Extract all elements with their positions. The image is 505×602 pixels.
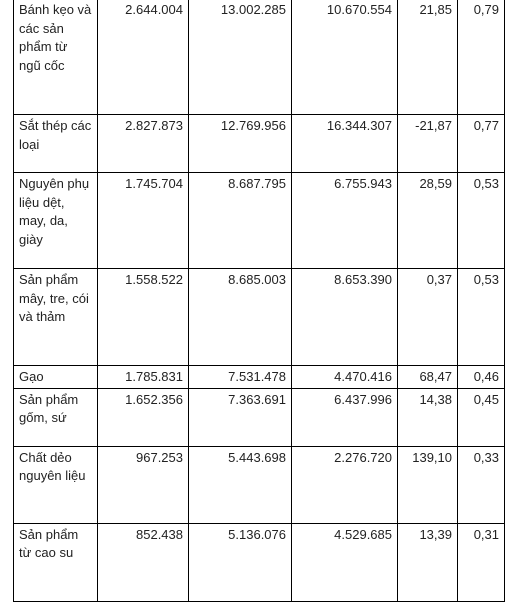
- table-row: [14, 0, 505, 115]
- product-name-cell: Gạo: [14, 366, 98, 389]
- value-cell: 8.653.390: [292, 269, 398, 366]
- change-percent-cell: 28,59: [398, 173, 458, 269]
- table-row: [14, 269, 505, 366]
- value-cell: 12.769.956: [189, 115, 292, 173]
- table-row: [14, 366, 505, 389]
- value-cell: 2.827.873: [98, 115, 189, 173]
- product-name-cell: Nguyên phụ liệu dệt, may, da, giày: [14, 173, 98, 269]
- table-row: [14, 173, 505, 269]
- product-name-cell: Sản phẩm gốm, sứ: [14, 388, 98, 446]
- value-cell: 967.253: [98, 446, 189, 523]
- share-percent-cell: 0,33: [458, 446, 505, 523]
- value-cell: 4.470.416: [292, 366, 398, 389]
- value-cell: 7.363.691: [189, 388, 292, 446]
- table-row: [14, 388, 505, 446]
- value-cell: 5.443.698: [189, 446, 292, 523]
- change-percent-cell: 21,85: [398, 0, 458, 115]
- export-data-table: [13, 0, 505, 602]
- value-cell: 13.002.285: [189, 0, 292, 115]
- change-percent-cell: 139,10: [398, 446, 458, 523]
- share-percent-cell: 0,53: [458, 269, 505, 366]
- share-percent-cell: 0,46: [458, 366, 505, 389]
- product-name-cell: Sắt thép các loại: [14, 115, 98, 173]
- change-percent-cell: 13,39: [398, 523, 458, 601]
- table-row: [14, 446, 505, 523]
- share-percent-cell: 0,77: [458, 115, 505, 173]
- table-row: [14, 115, 505, 173]
- value-cell: 5.136.076: [189, 523, 292, 601]
- product-name-cell: Sản phẩm mây, tre, cói và thảm: [14, 269, 98, 366]
- change-percent-cell: 0,37: [398, 269, 458, 366]
- table-row: [14, 523, 505, 601]
- change-percent-cell: 14,38: [398, 388, 458, 446]
- value-cell: 1.745.704: [98, 173, 189, 269]
- value-cell: 1.558.522: [98, 269, 189, 366]
- value-cell: 8.687.795: [189, 173, 292, 269]
- value-cell: 6.755.943: [292, 173, 398, 269]
- share-percent-cell: 0,45: [458, 388, 505, 446]
- product-name-cell: Chất dẻo nguyên liệu: [14, 446, 98, 523]
- value-cell: 7.531.478: [189, 366, 292, 389]
- change-percent-cell: 68,47: [398, 366, 458, 389]
- value-cell: 1.785.831: [98, 366, 189, 389]
- value-cell: 852.438: [98, 523, 189, 601]
- share-percent-cell: 0,53: [458, 173, 505, 269]
- share-percent-cell: 0,79: [458, 0, 505, 115]
- value-cell: 2.276.720: [292, 446, 398, 523]
- value-cell: 2.644.004: [98, 0, 189, 115]
- value-cell: 10.670.554: [292, 0, 398, 115]
- product-name-cell: Sản phẩm từ cao su: [14, 523, 98, 601]
- table-body: [14, 0, 505, 601]
- value-cell: 4.529.685: [292, 523, 398, 601]
- value-cell: 8.685.003: [189, 269, 292, 366]
- share-percent-cell: 0,31: [458, 523, 505, 601]
- product-name-cell: Bánh kẹo và các sản phẩm từ ngũ cốc: [14, 0, 98, 115]
- value-cell: 1.652.356: [98, 388, 189, 446]
- value-cell: 6.437.996: [292, 388, 398, 446]
- value-cell: 16.344.307: [292, 115, 398, 173]
- change-percent-cell: -21,87: [398, 115, 458, 173]
